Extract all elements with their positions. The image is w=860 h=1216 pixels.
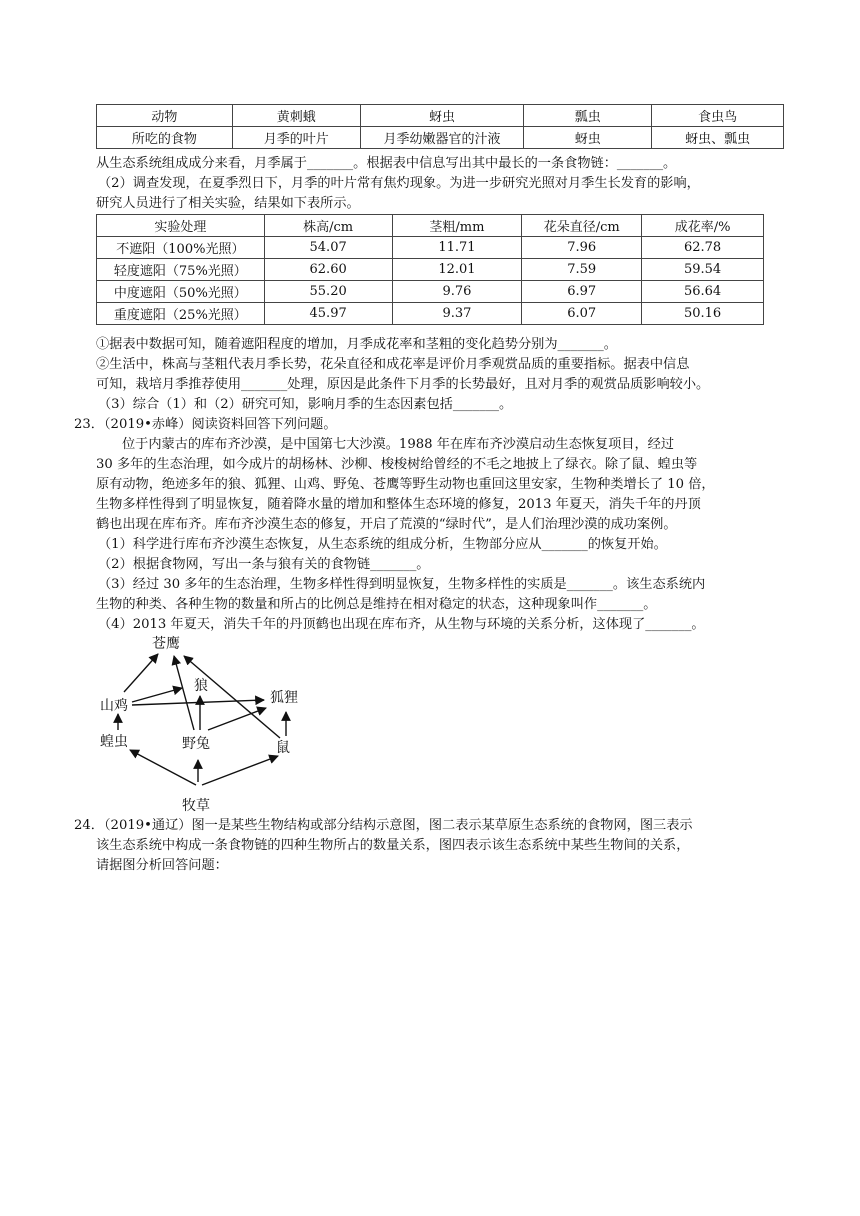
paragraph: 从生态系统组成成分来看，月季属于_______。根据表中信息写出其中最长的一条食物链：_______。 [96,156,677,171]
table-cell: 成花率/% [642,215,764,237]
paragraph: （2）调查发现，在夏季烈日下，月季的叶片常有焦灼现象。为进一步研究光照对月季生长发育的影响， [98,176,700,191]
table-cell: 黄刺蛾 [232,105,360,127]
paragraph: 30 多年的生态治理，如今成片的胡杨林、沙柳、梭梭树给曾经的不毛之地披上了绿衣。除了鼠、蝗虫等 [96,457,698,472]
question-heading: 23．（2019•赤峰）阅读资料回答下列问题。 [74,417,337,432]
table-cell: 食虫鸟 [652,105,784,127]
table-cell: 55.20 [264,281,392,303]
table-cell: 54.07 [264,237,392,259]
paragraph: 原有动物，绝迹多年的狼、狐狸、山鸡、野兔、苍鹰等野生动物也重回这里安家，生物种类增长了 10 倍， [96,477,715,492]
rabbit-label: 野兔 [182,736,210,752]
table-cell: 45.97 [264,303,392,325]
arrow-grass-locust [130,750,196,785]
arrow-pheasant-fox [132,700,264,705]
table-cell: 花朵直径/cm [522,215,642,237]
table-cell: 蚜虫 [524,127,652,149]
table-row [97,105,784,127]
food-web-diagram [88,630,318,815]
eagle-label: 苍鹰 [152,636,180,652]
table-cell: 月季幼嫩器官的汁液 [360,127,524,149]
table-cell: 蚜虫、瓢虫 [652,127,784,149]
table-cell: 11.71 [392,237,522,259]
paragraph: ②生活中，株高与茎粗代表月季长势，花朵直径和成花率是评价月季观赏品质的重要指标。据表中信息 [96,357,690,372]
table-row [97,127,784,149]
wolf-label: 狼 [194,678,208,694]
experiment-table [96,214,764,325]
table-row [97,237,764,259]
paragraph: 研究人员进行了相关实验，结果如下表所示。 [96,196,360,211]
paragraph: 可知，栽培月季推荐使用_______处理，原因是此条件下月季的长势最好，且对月季的观赏品质影响较小。 [96,377,710,392]
paragraph: 生物的种类、各种生物的数量和所占的比例总是维持在相对稳定的状态，这种现象叫作_______。 [96,597,657,612]
table-row [97,215,764,237]
paragraph: 该生态系统中构成一条食物链的四种生物所占的数量关系，图四表示该生态系统中某些生物间的关系， [96,838,690,853]
table-cell: 重度遮阳（25%光照） [97,303,265,325]
table-cell: 62.60 [264,259,392,281]
fox-label: 狐狸 [270,690,298,706]
paragraph: 位于内蒙古的库布齐沙漠，是中国第七大沙漠。1988 年在库布齐沙漠启动生态恢复项目，经过 [122,437,675,452]
paragraph: 请据图分析回答问题： [96,858,228,873]
pheasant-label: 山鸡 [100,698,128,714]
table-cell: 动物 [97,105,233,127]
paragraph: （2）根据食物网，写出一条与狼有关的食物链_______。 [98,557,430,572]
paragraph: （3）综合（1）和（2）研究可知，影响月季的生态因素包括_______。 [98,397,513,412]
arrow-mouse-eagle [184,656,280,738]
arrow-rabbit-eagle [174,656,194,730]
table-cell: 轻度遮阳（75%光照） [97,259,265,281]
mouse-label: 鼠 [276,740,290,756]
table-cell: 7.96 [522,237,642,259]
paragraph: 鹤也出现在库布齐。库布齐沙漠生态的修复，开启了荒漠的“绿时代”，是人们治理沙漠的成功案例。 [96,517,677,532]
table-row [97,259,764,281]
table-cell: 不遮阳（100%光照） [97,237,265,259]
locust-label: 蝗虫 [100,734,128,750]
table-cell: 9.76 [392,281,522,303]
table-cell: 6.97 [522,281,642,303]
paragraph: ①据表中数据可知，随着遮阳程度的增加，月季成花率和茎粗的变化趋势分别为_______。 [96,337,617,352]
table-cell: 中度遮阳（50%光照） [97,281,265,303]
table-cell: 59.54 [642,259,764,281]
food-table [96,104,784,149]
table-row [97,303,764,325]
table-cell: 蚜虫 [360,105,524,127]
table-cell: 瓢虫 [524,105,652,127]
paragraph: 生物多样性得到了明显恢复，随着降水量的增加和整体生态环境的修复，2013 年夏天，消失千年的丹顶 [96,497,701,512]
table-cell: 所吃的食物 [97,127,233,149]
table-cell: 12.01 [392,259,522,281]
table-cell: 62.78 [642,237,764,259]
table-cell: 50.16 [642,303,764,325]
table-cell: 7.59 [522,259,642,281]
arrow-grass-mouse [202,756,278,785]
question-heading: 24．（2019•通辽）图一是某些生物结构或部分结构示意图，图二表示某草原生态系统的食物网，图三表示 [74,818,693,833]
paragraph: （4）2013 年夏天，消失千年的丹顶鹤也出现在库布齐，从生物与环境的关系分析，这体现了_______。 [98,617,705,632]
arrow-pheasant-eagle [124,654,158,692]
table-cell: 茎粗/mm [392,215,522,237]
table-cell: 实验处理 [97,215,265,237]
table-cell: 56.64 [642,281,764,303]
table-cell: 9.37 [392,303,522,325]
arrow-pheasant-wolf [132,688,182,702]
paragraph: （1）科学进行库布齐沙漠生态恢复，从生态系统的组成分析，生物部分应从_______的恢复开始。 [98,537,667,552]
paragraph: （3）经过 30 多年的生态治理，生物多样性得到明显恢复，生物多样性的实质是_______。该生态系统内 [98,577,706,592]
table-cell: 6.07 [522,303,642,325]
table-cell: 月季的叶片 [232,127,360,149]
table-cell: 株高/cm [264,215,392,237]
grass-label: 牧草 [182,798,210,814]
table-row [97,281,764,303]
